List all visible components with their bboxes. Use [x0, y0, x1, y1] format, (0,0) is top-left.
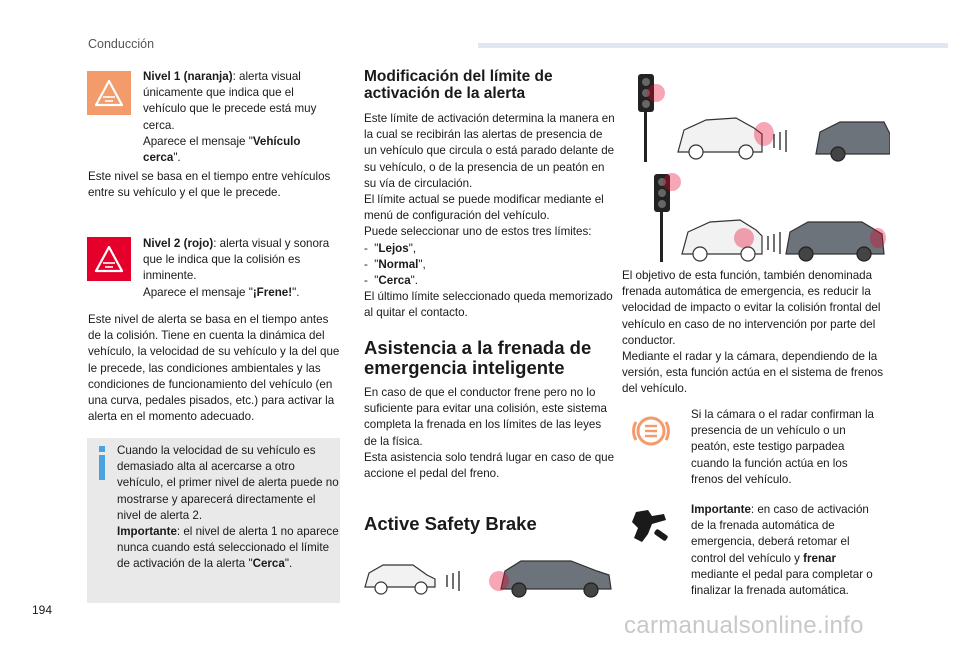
section-title-emergency-braking: Asistencia a la frenada de emergencia inteligente: [364, 337, 592, 378]
page-number: 194: [32, 603, 53, 617]
car-follow-illustration: [361, 553, 617, 599]
watermark-text: carmanualsonline.info: [624, 612, 864, 639]
limit-option-lejos: - "Lejos",: [364, 241, 417, 255]
warning-triangle-icon: [94, 79, 124, 107]
level2-paragraph: Este nivel de alerta se basa en el tiempo antes de la colisión. Tiene en cuenta la dinámica del vehículo, la velocidad de su vehículo y la del que le precede, las condiciones ambientales y las condiciones de funcionamiento del vehículo (en una curva, pedales pisados, etc.) para activar la alerta en el momento adecuado.: [88, 313, 340, 424]
activation-limit-text: Este límite de activación determina la manera en la cual se recibirán las alertas de presencia de un vehículo que circula o está parado delante de su vehículo, o de la presencia de un peatón en su vía de circulación. El límite actual se puede modificar mediante el menú de configuración del vehículo. Puede seleccionar uno de estos tres límites: - "Lejos", - "Normal", - "Cerca". El último límite seleccionado queda memorizado al quitar el contacto.: [364, 112, 615, 320]
warning-triangle-icon: [94, 245, 124, 273]
level1-label: Nivel 1 (naranja): [143, 70, 233, 83]
camera-note-text: Si la cámara o el radar confirman la presencia de un vehículo o un peatón, este testigo parpadea cuando la función actúa en los frenos del vehículo.: [691, 408, 875, 486]
level2-label: Nivel 2 (rojo): [143, 237, 214, 250]
important-note-label: Importante: [691, 503, 751, 516]
limit-option-normal: - "Normal",: [364, 257, 426, 271]
level2-message: ¡Frene!: [252, 285, 293, 299]
level1-description: Nivel 1 (naranja): alerta visual únicamente que indica que el vehículo que le precede está muy cerca. Aparece el mensaje "Vehículo cerca".: [143, 70, 317, 165]
level1-paragraph: Este nivel se basa en el tiempo entre vehículos entre su vehículo y el que le precede.: [88, 170, 331, 200]
level1-message: Vehículo cerca: [143, 134, 301, 165]
header-bar: [478, 43, 948, 48]
traffic-light-illustration-1: [626, 72, 890, 164]
hand-tool-icon: [628, 504, 672, 548]
emergency-braking-text: En caso de que el conductor frene pero no lo suficiente para evitar una colisión, este sistema completa la frenada en los límites de las leyes de la física. Esta asistencia solo tendrá lugar en caso de que accione el pedal del freno.: [364, 386, 615, 481]
important-note-text: Importante: en caso de activación de la frenada automática de emergencia, deberá retomar el control del vehículo y frenar mediante el pedal para completar o finalizar la frenada automática.: [691, 503, 873, 598]
traffic-light-illustration-2: [626, 172, 890, 264]
active-safety-brake-text: El objetivo de esta función, también denominada frenada automática de emergencia, es reducir la velocidad de impacto o evitar la colisión frontal del vehículo en caso de no intervención por parte del conductor. Mediante el radar y la cámara, dependiendo de la versión, esta función actúa en el sistema de frenos del vehículo.: [622, 269, 884, 396]
limit-option-cerca: - "Cerca".: [364, 274, 418, 288]
info-note-text: Cuando la velocidad de su vehículo es demasiado alta al acercarse a otro vehículo, el primer nivel de alerta puede no mostrarse y aparecerá directamente el nivel de alerta 2. Importante: el nivel de alerta 1 no aparece nunca cuando está seleccionado el límite de activación de la alerta "Cerca".: [117, 444, 339, 571]
level1-warning-icon: [87, 71, 131, 115]
level2-warning-icon: [87, 237, 131, 281]
section-title-activation-limit: Modificación del límite de activación de la alerta: [364, 68, 553, 102]
page-header-title: Conducción: [88, 37, 155, 51]
level2-description: Nivel 2 (rojo): alerta visual y sonora que le indica que la colisión es inminente. Aparece el mensaje "¡Frene!".: [143, 237, 330, 299]
brake-warning-icon: [630, 410, 672, 452]
info-icon: [97, 446, 107, 480]
important-label: Importante: [117, 525, 177, 539]
section-title-active-safety-brake: Active Safety Brake: [364, 513, 537, 534]
